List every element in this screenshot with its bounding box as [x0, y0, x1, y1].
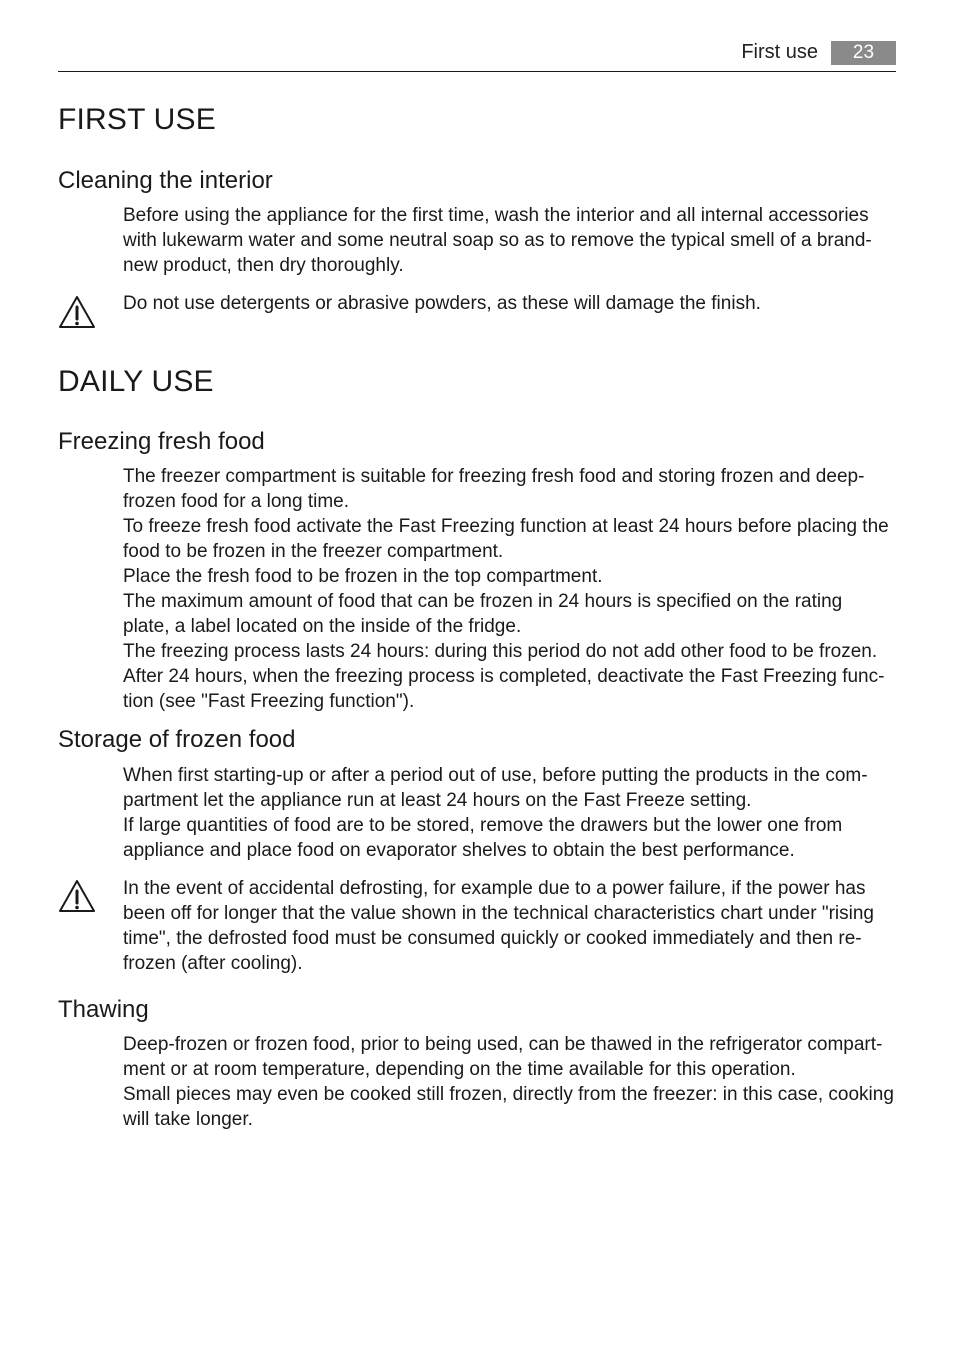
text-line: The maximum amount of food that can be frozen in 24 hours is specified on the rating [123, 591, 843, 612]
header-title: First use [741, 41, 818, 63]
daily-use-heading: DAILY USE [58, 365, 214, 398]
cleaning-heading: Cleaning the interior [58, 167, 273, 194]
text-line: In the event of accidental defrosting, for example due to a power failure, if the power has [123, 878, 866, 899]
text-line: When first starting-up or after a period out of use, before putting the products in the com- [123, 765, 868, 786]
warning-icon [58, 295, 96, 329]
text-line: After 24 hours, when the freezing process is completed, deactivate the Fast Freezing func- [123, 666, 885, 687]
text-line: will take longer. [123, 1109, 253, 1130]
text-line: Deep-frozen or frozen food, prior to being used, can be thawed in the refrigerator compart- [123, 1034, 883, 1055]
text-line: food to be frozen in the freezer compartment. [123, 541, 504, 562]
cleaning-paragraph [123, 203, 898, 278]
text-line: Small pieces may even be cooked still frozen, directly from the freezer: in this case, cooking [123, 1084, 894, 1105]
text-line: tion (see "Fast Freezing function"). [123, 691, 415, 712]
storage-paragraph [123, 763, 898, 863]
text-line: plate, a label located on the inside of the fridge. [123, 616, 522, 637]
text-line: ment or at room temperature, depending on the time available for this operation. [123, 1059, 796, 1080]
storage-warning [123, 876, 898, 976]
thawing-paragraph [123, 1032, 898, 1132]
text-line: been off for longer that the value shown in the technical characteristics chart under "rising [123, 903, 874, 924]
page-header [58, 40, 896, 72]
text-line: Before using the appliance for the first time, wash the interior and all internal accessories [123, 205, 869, 226]
cleaning-warning [123, 291, 898, 316]
text-line: frozen food for a long time. [123, 491, 350, 512]
thawing-heading: Thawing [58, 996, 149, 1023]
text-line: To freeze fresh food activate the Fast Freezing function at least 24 hours before placing the [123, 516, 889, 537]
text-line: partment let the appliance run at least 24 hours on the Fast Freeze setting. [123, 790, 752, 811]
text-line: frozen (after cooling). [123, 953, 303, 974]
text-line: The freezer compartment is suitable for freezing fresh food and storing frozen and deep- [123, 466, 865, 487]
text-line: time", the defrosted food must be consumed quickly or cooked immediately and then re- [123, 928, 862, 949]
freezing-heading: Freezing fresh food [58, 428, 265, 455]
text-line: appliance and place food on evaporator shelves to obtain the best performance. [123, 840, 795, 861]
text-line: Do not use detergents or abrasive powders, as these will damage the finish. [123, 293, 761, 314]
page-number: 23 [831, 41, 896, 65]
text-line: The freezing process lasts 24 hours: during this period do not add other food to be frozen. [123, 641, 878, 662]
freezing-paragraph [123, 464, 898, 714]
warning-icon [58, 879, 96, 913]
text-line: Place the fresh food to be frozen in the top compartment. [123, 566, 603, 587]
text-line: with lukewarm water and some neutral soap so as to remove the typical smell of a brand- [123, 230, 872, 251]
text-line: new product, then dry thoroughly. [123, 255, 404, 276]
text-line: If large quantities of food are to be stored, remove the drawers but the lower one from [123, 815, 843, 836]
storage-heading: Storage of frozen food [58, 726, 296, 753]
first-use-heading: FIRST USE [58, 103, 216, 136]
